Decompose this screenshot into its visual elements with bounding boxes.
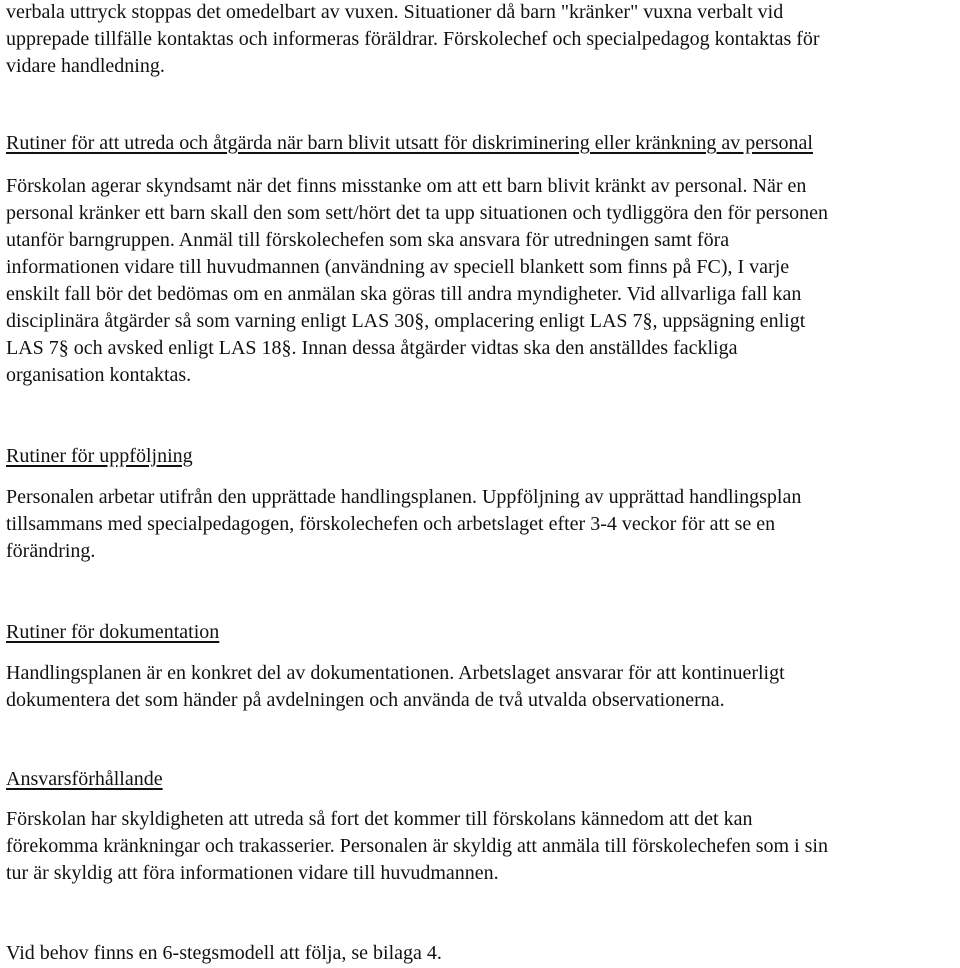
text-line: organisation kontaktas. [6,364,192,386]
section-heading: Rutiner för att utreda och åtgärda när barn blivit utsatt för diskriminering eller kränkning av personal [6,132,813,154]
text-line: Förskolan har skyldigheten att utreda så fort det kommer till förskolans kännedom att det kan [6,808,753,830]
footer-note: Vid behov finns en 6-stegsmodell att följa, se bilaga 4. [6,942,442,964]
text-line: utanför barngruppen. Anmäl till förskolechefen som ska ansvara för utredningen samt föra [6,229,730,251]
section-heading: Ansvarsförhållande [6,768,163,790]
text-line: tillsammans med specialpedagogen, förskolechefen och arbetslaget efter 3-4 veckor för att se en [6,513,776,535]
text-line: verbala uttryck stoppas det omedelbart av vuxen. Situationer då barn "kränker" vuxna verbalt vid [6,1,784,23]
text-line: Personalen arbetar utifrån den upprättade handlingsplanen. Uppföljning av upprättad handlingsplan [6,486,802,508]
text-line: förändring. [6,540,96,562]
section-heading: Rutiner för dokumentation [6,621,220,643]
text-line: upprepade tillfälle kontaktas och informeras föräldrar. Förskolechef och specialpedagog kontaktas för [6,28,820,50]
text-line: tur är skyldig att föra informationen vidare till huvudmannen. [6,862,499,884]
text-line: Förskolan agerar skyndsamt när det finns misstanke om att ett barn blivit kränkt av personal. När en [6,175,807,197]
text-line: LAS 7§ och avsked enligt LAS 18§. Innan dessa åtgärder vidtas ska den anställdes fackliga [6,337,738,359]
text-line: Handlingsplanen är en konkret del av dokumentationen. Arbetslaget ansvarar för att kontinuerligt [6,662,785,684]
text-line: informationen vidare till huvudmannen (användning av speciell blankett som finns på FC), I varje [6,256,790,278]
text-line: enskilt fall bör det bedömas om en anmälan ska göras till andra myndigheter. Vid allvarliga fall kan [6,283,802,305]
text-line: dokumentera det som händer på avdelningen och använda de två utvalda observationerna. [6,689,725,711]
text-line: disciplinära åtgärder så som varning enligt LAS 30§, omplacering enligt LAS 7§, uppsägning enligt [6,310,806,332]
text-line: personal kränker ett barn skall den som sett/hört det ta upp situationen och tydliggöra den för personen [6,202,829,224]
text-line: vidare handledning. [6,55,165,77]
text-line: förekomma kränkningar och trakasserier. Personalen är skyldig att anmäla till förskolechefen som i sin [6,835,828,857]
section-heading: Rutiner för uppföljning [6,445,193,467]
